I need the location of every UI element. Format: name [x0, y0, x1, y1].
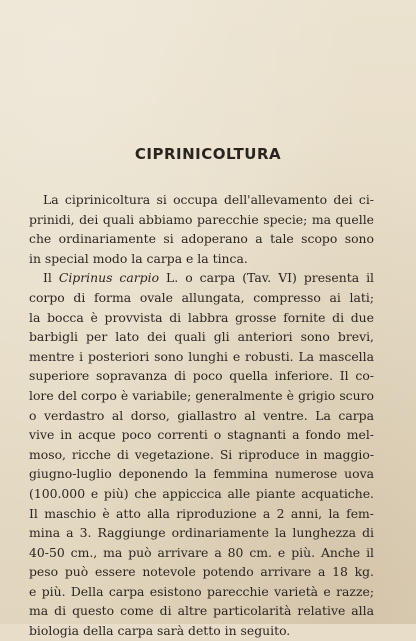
text-line: Il maschio è atto alla riproduzione a 2 anni, la fem-	[29, 505, 374, 521]
text-line: corpo di forma ovale allungata, compresso ai lati;	[29, 289, 374, 305]
text-line: che ordinariamente si adoperano a tale scopo sono	[29, 231, 374, 247]
text-line: La ciprinicoltura si occupa dell'allevamento dei ci-	[43, 192, 374, 207]
text-line-species	[29, 268, 374, 288]
text-line: biologia della carpa sarà detto in seguito.	[29, 623, 291, 639]
text-line: prinidi, dei quali abbiamo parecchie specie; ma quelle	[29, 211, 374, 227]
text-line: moso, ricche di vegetazione. Si riproduce in maggio-	[29, 446, 374, 462]
chapter-title: CIPRINICOLTURA	[134, 145, 282, 163]
text-line: vive in acque poco correnti o stagnanti a fondo mel-	[29, 427, 374, 443]
text-line: o verdastro al dorso, giallastro al ventre. La carpa	[29, 407, 374, 423]
species-name: Ciprinus carpio	[58, 270, 160, 286]
text-line: giugno-luglio deponendo la femmina numerose uova	[29, 466, 374, 482]
text-fragment: L. o carpa (Tav. VI) presenta il	[166, 270, 374, 286]
text-line: la bocca è provvista di labbra grosse fornite di due	[29, 309, 374, 325]
text-line: (100.000 e più) che appiccica alle piante acquatiche.	[29, 485, 374, 501]
text-line: mina a 3. Raggiunge ordinariamente la lunghezza di	[29, 525, 374, 541]
text-line: superiore sopravanza di poco quella inferiore. Il co-	[29, 368, 374, 384]
text-line: lore del corpo è variabile; generalmente è grigio scuro	[29, 387, 374, 403]
text-line: ma di questo come di altre particolarità relative alla	[29, 603, 374, 619]
text-line: barbigli per lato dei quali gli anteriori sono brevi,	[29, 329, 374, 345]
body-text	[29, 190, 374, 641]
text-line: in special modo la carpa e la tinca.	[29, 250, 248, 266]
text-line: e più. Della carpa esistono parecchie varietà e razze;	[29, 583, 374, 599]
text-line: peso può essere notevole potendo arrivare a 18 kg.	[29, 564, 374, 580]
text-line: 40-50 cm., ma può arrivare a 80 cm. e più. Anche il	[29, 544, 374, 560]
text-line: mentre i posteriori sono lunghi e robusti. La mascella	[29, 348, 374, 364]
text-fragment: Il	[43, 270, 52, 286]
